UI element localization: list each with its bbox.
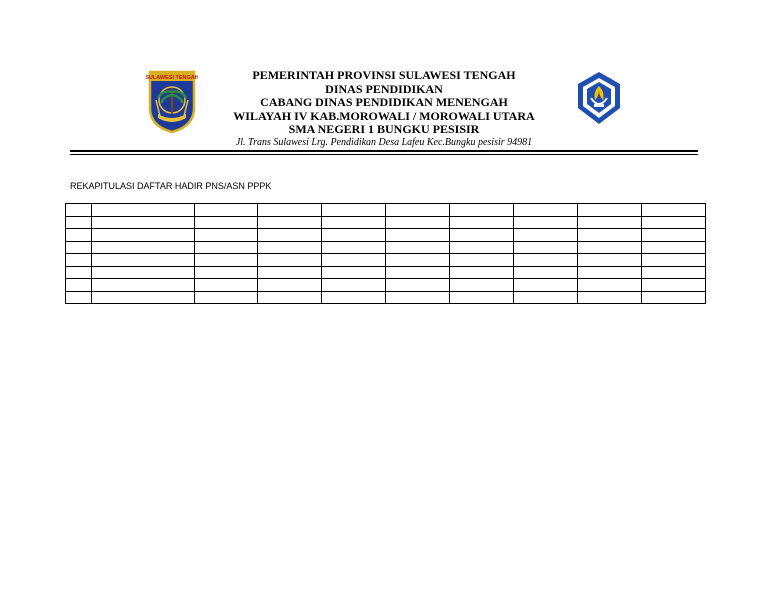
table-cell	[642, 291, 706, 304]
table-cell	[450, 216, 514, 229]
letterhead	[200, 69, 568, 149]
table-cell	[578, 229, 642, 242]
table-cell	[642, 266, 706, 279]
table-cell	[322, 279, 386, 292]
table-cell	[195, 279, 258, 292]
table-cell	[66, 279, 92, 292]
table-cell	[92, 254, 195, 267]
table-cell	[514, 216, 578, 229]
table-row	[66, 254, 706, 267]
table-cell	[642, 241, 706, 254]
table-row	[66, 266, 706, 279]
table-cell	[66, 241, 92, 254]
table-cell	[66, 204, 92, 217]
table-cell	[258, 279, 322, 292]
table-cell	[92, 266, 195, 279]
header-agency-line: DINAS PENDIDIKAN	[325, 81, 443, 96]
document-subtitle: REKAPITULASI DAFTAR HADIR PNS/ASN PPPK	[70, 181, 272, 191]
table-cell	[386, 254, 450, 267]
table-cell	[450, 291, 514, 304]
table-cell	[386, 216, 450, 229]
table-cell	[578, 266, 642, 279]
table-cell	[258, 241, 322, 254]
table-cell	[195, 254, 258, 267]
table-cell	[92, 291, 195, 304]
table-cell	[258, 204, 322, 217]
table-cell	[578, 279, 642, 292]
table-cell	[578, 204, 642, 217]
table-cell	[450, 229, 514, 242]
table-cell	[92, 279, 195, 292]
letterhead-rule-thin	[70, 154, 698, 155]
table-cell	[66, 291, 92, 304]
table-cell	[450, 266, 514, 279]
table-cell	[578, 241, 642, 254]
table-cell	[258, 254, 322, 267]
header-government-line: PEMERINTAH PROVINSI SULAWESI TENGAH	[252, 68, 516, 82]
header-address: Jl. Trans Sulawesi Lrg. Pendidikan Desa Lafeu Kec.Bungku pesisir 94981	[235, 136, 533, 148]
table-cell	[386, 204, 450, 217]
table-cell	[258, 216, 322, 229]
table-cell	[450, 204, 514, 217]
table-cell	[92, 229, 195, 242]
table-cell	[578, 291, 642, 304]
header-school-line: SMA NEGERI 1 BUNGKU PESISIR	[288, 122, 480, 137]
table-row	[66, 291, 706, 304]
table-cell	[195, 241, 258, 254]
table-cell	[642, 204, 706, 217]
table-row	[66, 229, 706, 242]
table-cell	[642, 254, 706, 267]
table-cell	[258, 291, 322, 304]
emblem-banner-text: SULAWESI TENGAH	[146, 75, 198, 81]
table-cell	[258, 266, 322, 279]
table-cell	[578, 216, 642, 229]
table-cell	[92, 204, 195, 217]
table-cell	[514, 241, 578, 254]
table-cell	[322, 254, 386, 267]
table-cell	[66, 254, 92, 267]
table-cell	[66, 229, 92, 242]
table-cell	[195, 216, 258, 229]
table-cell	[450, 279, 514, 292]
table-cell	[322, 204, 386, 217]
table-cell	[386, 291, 450, 304]
table-cell	[578, 254, 642, 267]
table-cell	[642, 279, 706, 292]
table-cell	[386, 241, 450, 254]
table-cell	[322, 291, 386, 304]
attendance-table	[65, 203, 706, 304]
table-cell	[195, 229, 258, 242]
table-cell	[514, 254, 578, 267]
header-branch-line: CABANG DINAS PENDIDIKAN MENENGAH	[260, 95, 508, 110]
table-cell	[195, 204, 258, 217]
header-region-line: WILAYAH IV KAB.MOROWALI / MOROWALI UTARA	[233, 108, 535, 123]
tut-wuri-handayani-icon	[573, 70, 625, 126]
table-cell	[195, 291, 258, 304]
table-cell	[322, 241, 386, 254]
table-cell	[386, 279, 450, 292]
table-cell	[66, 216, 92, 229]
table-cell	[386, 266, 450, 279]
table-cell	[322, 216, 386, 229]
table-cell	[66, 266, 92, 279]
table-row	[66, 204, 706, 217]
table-cell	[92, 241, 195, 254]
table-cell	[514, 204, 578, 217]
table-cell	[514, 279, 578, 292]
table-cell	[642, 216, 706, 229]
table-row	[66, 241, 706, 254]
table-cell	[92, 216, 195, 229]
table-cell	[450, 241, 514, 254]
sulawesi-tengah-emblem-icon	[146, 70, 198, 134]
table-cell	[514, 229, 578, 242]
letterhead-rule-thick	[70, 150, 698, 152]
table-cell	[322, 229, 386, 242]
table-row	[66, 216, 706, 229]
table-cell	[514, 291, 578, 304]
table-cell	[195, 266, 258, 279]
table-cell	[258, 229, 322, 242]
table-cell	[514, 266, 578, 279]
table-cell	[642, 229, 706, 242]
table-cell	[322, 266, 386, 279]
table-row	[66, 279, 706, 292]
table-cell	[450, 254, 514, 267]
table-cell	[386, 229, 450, 242]
